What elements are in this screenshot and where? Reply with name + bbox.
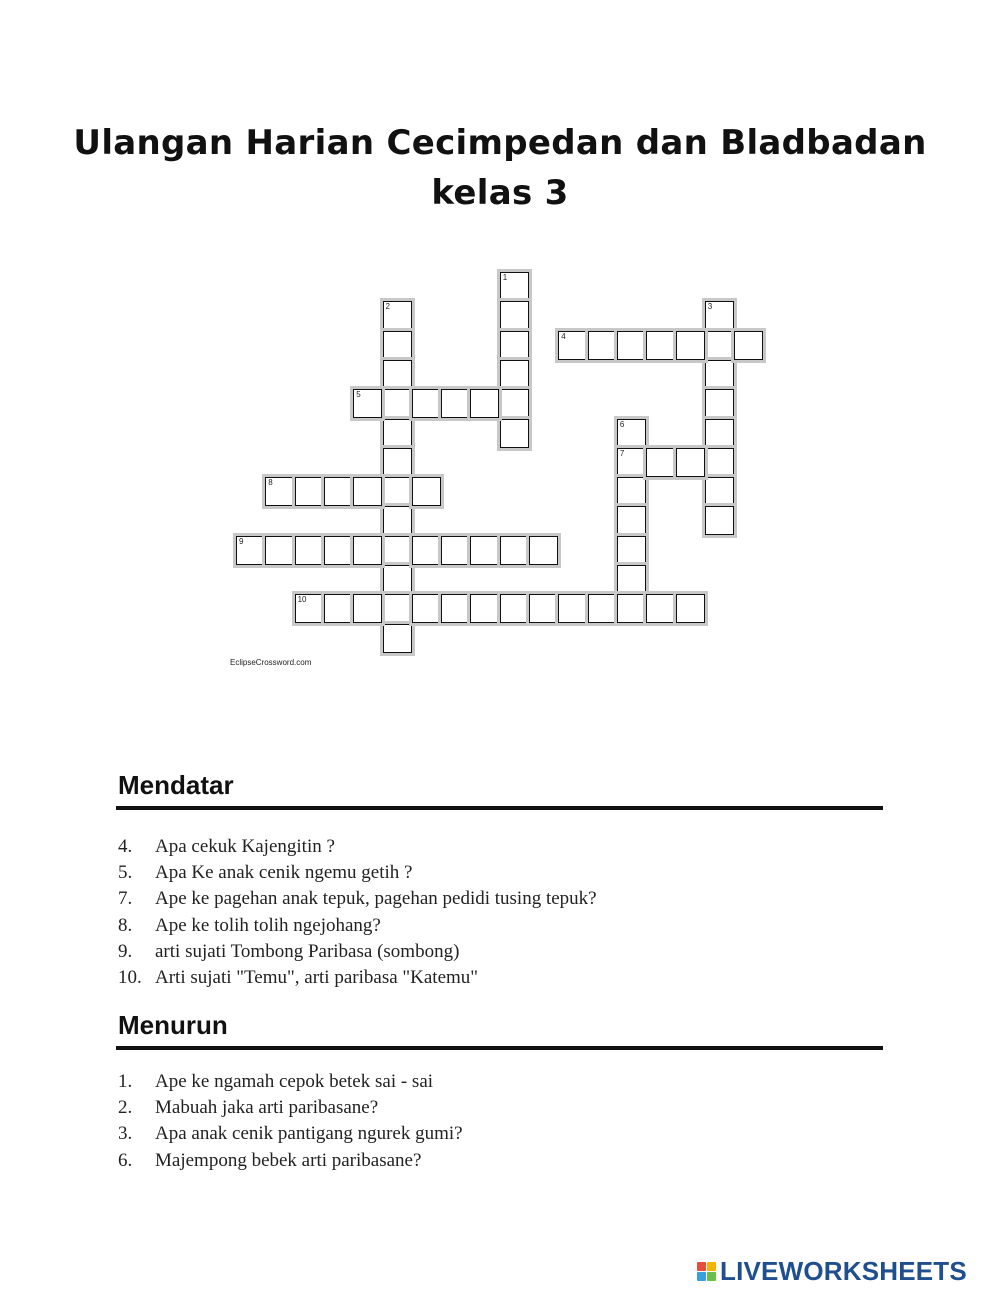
clue-number: 7 xyxy=(619,448,625,458)
crossword-cell[interactable] xyxy=(558,594,587,623)
clue-number: 3 xyxy=(707,302,713,312)
title-line-1: Ulangan Harian Cecimpedan dan Bladbadan xyxy=(73,123,927,163)
logo-blocks-icon xyxy=(697,1262,716,1281)
clue-item-number: 7. xyxy=(118,888,133,910)
crossword-cell[interactable] xyxy=(500,419,529,448)
logo-block xyxy=(707,1262,716,1271)
clue-number: 8 xyxy=(268,478,273,488)
menurun-clue-list xyxy=(118,1069,878,1174)
crossword-cell[interactable] xyxy=(705,331,734,360)
crossword-cell[interactable] xyxy=(470,594,499,623)
crossword-cell[interactable] xyxy=(676,448,705,477)
crossword-cell[interactable] xyxy=(383,536,412,565)
crossword-cell[interactable] xyxy=(295,477,324,506)
clue-number: 9 xyxy=(239,536,244,546)
crossword-cell[interactable] xyxy=(383,360,412,389)
clue-item-number: 2. xyxy=(118,1097,133,1119)
crossword-cell[interactable] xyxy=(500,272,529,301)
crossword-cell[interactable] xyxy=(412,594,441,623)
crossword-cell[interactable] xyxy=(705,419,734,448)
clue-item-number: 9. xyxy=(118,940,133,962)
clue-item-text: Ape ke tolih tolih ngejohang? xyxy=(155,914,381,936)
credit-text: EclipseCrossword.com xyxy=(230,658,312,667)
crossword-cell[interactable] xyxy=(617,419,646,448)
crossword-cell[interactable] xyxy=(353,477,382,506)
crossword-cell[interactable] xyxy=(617,506,646,535)
crossword-cell[interactable] xyxy=(265,536,294,565)
crossword-cell[interactable] xyxy=(529,594,558,623)
crossword-cell[interactable] xyxy=(353,389,382,418)
crossword-cell[interactable] xyxy=(324,594,353,623)
crossword-cell[interactable] xyxy=(617,331,646,360)
crossword-cell[interactable] xyxy=(383,594,412,623)
clue-item xyxy=(118,939,878,965)
crossword-cell[interactable] xyxy=(617,536,646,565)
crossword-cell[interactable] xyxy=(676,331,705,360)
crossword-cell[interactable] xyxy=(324,477,353,506)
crossword-cell[interactable] xyxy=(236,536,265,565)
menurun-rule xyxy=(116,1046,883,1050)
crossword-cell[interactable] xyxy=(324,536,353,565)
clue-item xyxy=(118,965,878,991)
crossword-cell[interactable] xyxy=(705,360,734,389)
crossword-cell[interactable] xyxy=(383,389,412,418)
crossword-cell[interactable] xyxy=(705,506,734,535)
crossword-cell[interactable] xyxy=(441,536,470,565)
crossword-cell[interactable] xyxy=(500,360,529,389)
clue-item-text: Mabuah jaka arti paribasane? xyxy=(155,1097,379,1119)
crossword-cell[interactable] xyxy=(412,477,441,506)
clue-item-number: 10. xyxy=(118,967,142,989)
clue-item-text: Apa anak cenik pantigang ngurek gumi? xyxy=(155,1123,463,1145)
crossword-cell[interactable] xyxy=(412,389,441,418)
logo-block xyxy=(707,1272,716,1281)
clue-number: 2 xyxy=(385,302,390,312)
crossword-cell[interactable] xyxy=(500,389,529,418)
crossword-cell[interactable] xyxy=(383,506,412,535)
clue-item-text: Apa Ke anak cenik ngemu getih ? xyxy=(155,862,413,884)
mendatar-rule xyxy=(116,806,883,810)
crossword-cell[interactable] xyxy=(588,594,617,623)
crossword-cell[interactable] xyxy=(383,301,412,330)
clue-item-text: Ape ke ngamah cepok betek sai - sai xyxy=(155,1071,434,1092)
clue-item-text: Ape ke pagehan anak tepuk, pagehan pedidi tusing tepuk? xyxy=(155,888,597,910)
clue-item-number: 4. xyxy=(118,836,133,857)
clue-item-text: Apa cekuk Kajengitin ? xyxy=(155,836,335,857)
clue-item-text: Majempong bebek arti paribasane? xyxy=(155,1149,422,1171)
title-line-2: kelas 3 xyxy=(431,173,569,213)
crossword-cell[interactable] xyxy=(705,301,734,330)
crossword-cell[interactable] xyxy=(646,448,675,477)
clue-item-number: 5. xyxy=(118,862,133,884)
clue-item xyxy=(118,834,878,860)
crossword-cell[interactable] xyxy=(705,389,734,418)
crossword-cell[interactable] xyxy=(617,477,646,506)
crossword-cell[interactable] xyxy=(383,624,412,653)
clue-number: 10 xyxy=(297,595,307,605)
clue-number: 6 xyxy=(619,419,625,429)
crossword-cell[interactable] xyxy=(383,331,412,360)
clue-item-text: arti sujati Tombong Paribasa (sombong) xyxy=(155,940,460,962)
liveworksheets-logo xyxy=(697,1256,967,1286)
crossword-cell[interactable] xyxy=(500,536,529,565)
crossword-cell[interactable] xyxy=(500,331,529,360)
crossword-cell[interactable] xyxy=(383,419,412,448)
clue-number: 1 xyxy=(502,273,508,282)
crossword-cell[interactable] xyxy=(412,536,441,565)
clue-number: 5 xyxy=(356,390,361,400)
crossword-cell[interactable] xyxy=(500,301,529,330)
clue-item-number: 8. xyxy=(118,914,133,936)
crossword-cell[interactable] xyxy=(646,331,675,360)
crossword-cell[interactable] xyxy=(617,594,646,623)
crossword-cell[interactable] xyxy=(617,565,646,594)
crossword-cell[interactable] xyxy=(558,331,587,360)
logo-text: LIVEWORKSHEETS xyxy=(720,1255,967,1286)
crossword-cell[interactable] xyxy=(383,477,412,506)
clue-item-number: 3. xyxy=(118,1123,133,1145)
crossword-cell[interactable] xyxy=(265,477,294,506)
clue-item xyxy=(118,886,878,912)
crossword-cell[interactable] xyxy=(705,448,734,477)
menurun-heading: Menurun xyxy=(118,1010,228,1040)
clue-item xyxy=(118,1095,878,1121)
crossword-cell[interactable] xyxy=(470,536,499,565)
crossword-cell[interactable] xyxy=(383,565,412,594)
clue-number: 4 xyxy=(561,331,566,341)
logo-block xyxy=(697,1272,706,1281)
clue-item xyxy=(118,1069,878,1095)
crossword-cell[interactable] xyxy=(470,389,499,418)
clue-item xyxy=(118,913,878,939)
clue-item xyxy=(118,860,878,886)
crossword-cell[interactable] xyxy=(588,331,617,360)
crossword-cell[interactable] xyxy=(617,448,646,477)
clue-item-number: 6. xyxy=(118,1149,133,1171)
crossword-cell[interactable] xyxy=(383,448,412,477)
clue-item-text: Arti sujati "Temu", arti paribasa "Katemu" xyxy=(155,967,479,989)
crossword-cell[interactable] xyxy=(529,536,558,565)
crossword-cell[interactable] xyxy=(353,594,382,623)
crossword-cell[interactable] xyxy=(295,594,324,623)
clue-item xyxy=(118,1121,878,1147)
crossword-cell[interactable] xyxy=(705,477,734,506)
crossword-cell[interactable] xyxy=(441,389,470,418)
clue-item xyxy=(118,1148,878,1174)
crossword-cell[interactable] xyxy=(353,536,382,565)
mendatar-clue-list xyxy=(118,834,878,991)
crossword-cell[interactable] xyxy=(295,536,324,565)
crossword-cell[interactable] xyxy=(676,594,705,623)
logo-block xyxy=(697,1262,706,1271)
crossword-cell[interactable] xyxy=(441,594,470,623)
mendatar-heading: Mendatar xyxy=(118,770,234,800)
crossword-cell[interactable] xyxy=(500,594,529,623)
crossword-cell[interactable] xyxy=(646,594,675,623)
crossword-cell[interactable] xyxy=(734,331,763,360)
clue-item-number: 1. xyxy=(118,1071,133,1092)
